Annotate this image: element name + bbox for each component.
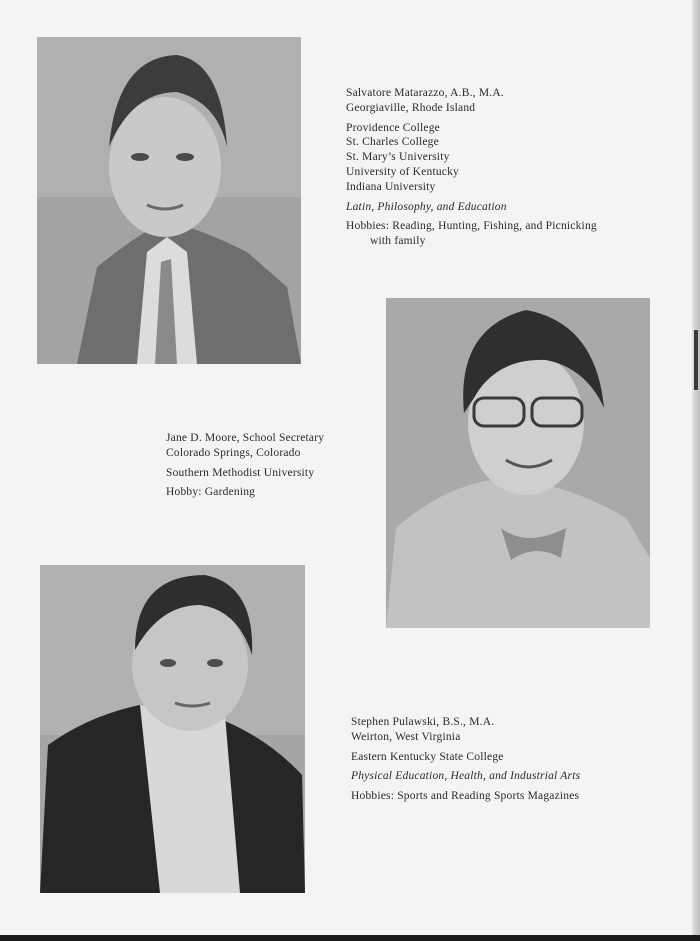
caption-pulawski: [351, 715, 580, 804]
page-edge: [692, 0, 700, 941]
portrait-photo-matarazzo: [37, 37, 301, 364]
hobbies-continued: with family: [370, 235, 426, 248]
school: St. Charles College: [346, 136, 439, 149]
person-name: Jane D. Moore, School Secretary: [166, 432, 325, 444]
portrait-image: [386, 298, 650, 628]
school: Eastern Kentucky State College: [351, 750, 504, 763]
school: St. Mary’s University: [346, 151, 450, 164]
portrait-image: [37, 37, 301, 364]
portrait-photo-moore: [386, 298, 650, 628]
caption-moore: [166, 431, 324, 500]
subjects: Latin, Philosophy, and Education: [346, 200, 507, 213]
page-bottom-edge: [0, 935, 700, 941]
portrait-photo-pulawski: [40, 565, 305, 893]
person-name: Salvatore Matarazzo, A.B., M.A.: [346, 87, 504, 99]
school: Providence College: [346, 121, 440, 134]
school: Indiana University: [346, 180, 436, 193]
portrait-image: [40, 565, 305, 893]
caption-matarazzo: [346, 86, 597, 249]
subjects: Physical Education, Health, and Industrial Arts: [351, 770, 581, 783]
hometown: Weirton, West Virginia: [351, 730, 461, 743]
binding-mark: [694, 330, 698, 390]
hobbies: Hobbies: Reading, Hunting, Fishing, and Picnicking: [346, 220, 597, 233]
hometown: Georgiaville, Rhode Island: [346, 101, 476, 114]
hometown: Colorado Springs, Colorado: [166, 446, 301, 459]
person-name: Stephen Pulawski, B.S., M.A.: [351, 716, 495, 728]
school: Southern Methodist University: [166, 466, 315, 479]
hobbies: Hobbies: Sports and Reading Sports Magazines: [351, 790, 580, 803]
hobbies: Hobby: Gardening: [166, 486, 256, 499]
school: University of Kentucky: [346, 165, 459, 178]
